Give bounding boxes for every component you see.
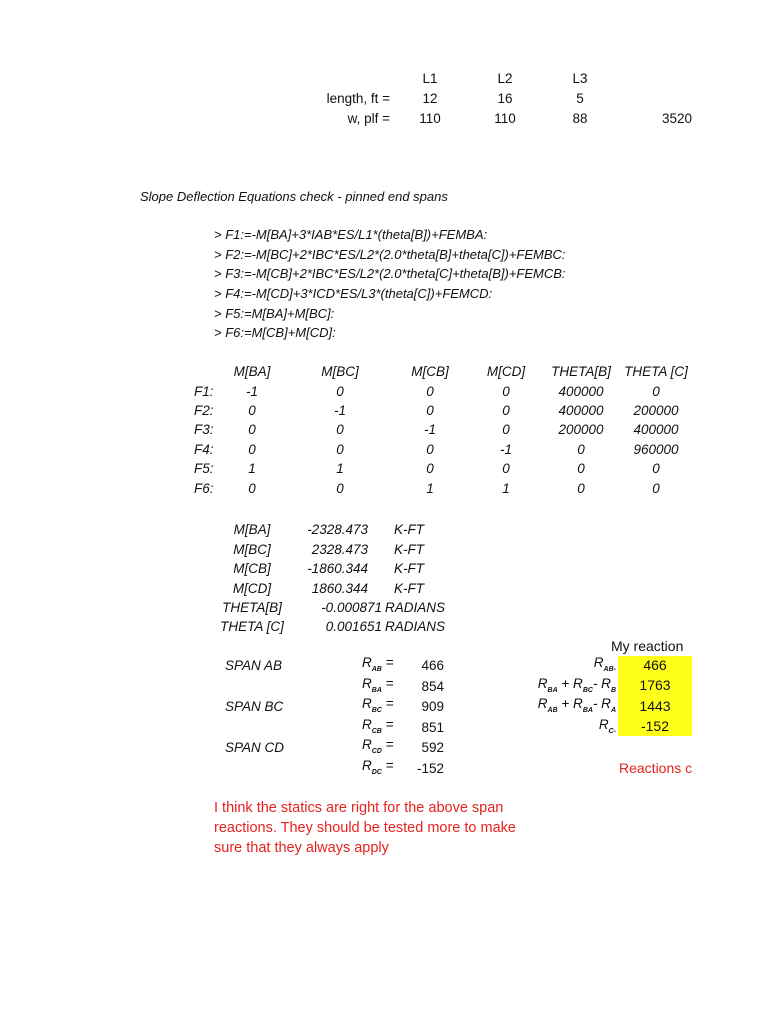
matrix-cell: 1 [336, 461, 344, 476]
result-unit: RADIANS [385, 619, 446, 634]
matrix-row-label: F5: [194, 461, 214, 476]
reaction-expression: $R_{AB} + R_{BA}-$ $R_A$ [537, 696, 616, 714]
matrix-cell: 0 [577, 461, 585, 476]
length-l3: 5 [576, 91, 584, 106]
result-name: M[BC] [233, 542, 271, 557]
w-l3: 88 [572, 111, 588, 126]
result-name: M[CB] [233, 561, 271, 576]
matrix-cell: -1 [245, 384, 258, 399]
matrix-cell: -1 [423, 422, 436, 437]
matrix-cell: 200000 [633, 403, 679, 418]
matrix-cell: 960000 [633, 442, 679, 457]
matrix-cell: 0 [502, 461, 510, 476]
reactions-footer: Reactions c [619, 760, 693, 776]
reaction-value: 466 [421, 658, 444, 673]
matrix-cell: 0 [248, 481, 256, 496]
matrix-row-label: F3: [194, 422, 214, 437]
note-line: I think the statics are right for the above span [214, 800, 504, 816]
matrix-header: M[BC] [321, 364, 359, 379]
equation-line: > F4:=-M[CD]+3*ICD*ES/L3*(theta[C])+FEMCD: [214, 286, 493, 301]
matrix-cell: -1 [499, 442, 512, 457]
w-extra: 3520 [661, 111, 692, 126]
result-value: -0.000871 [321, 600, 382, 615]
matrix-cell: 400000 [558, 403, 604, 418]
matrix-cell: -1 [333, 403, 346, 418]
matrix-cell: 1 [502, 481, 510, 496]
matrix-cell: 0 [248, 422, 256, 437]
equation-line: > F3:=-M[CB]+2*IBC*ES/L2*(2.0*theta[C]+theta[B])+FEMCB: [214, 266, 566, 281]
matrix-cell: 0 [502, 384, 510, 399]
reaction-value: 851 [421, 720, 444, 735]
matrix-cell: 0 [502, 403, 510, 418]
result-unit: RADIANS [385, 600, 446, 615]
reaction-symbol: $R_{BC}$ = [362, 696, 394, 714]
matrix-row-label: F2: [194, 403, 214, 418]
my-reactions-title: My reaction [611, 638, 684, 654]
span-label: SPAN CD [225, 740, 285, 755]
matrix-cell: 400000 [633, 422, 679, 437]
row-label-w: w, plf = [347, 111, 390, 126]
span-label: SPAN AB [225, 658, 283, 673]
col-header-l1: L1 [422, 71, 438, 86]
result-name: M[CD] [232, 581, 272, 596]
result-value: 1860.344 [311, 581, 368, 596]
matrix-cell: 0 [652, 461, 660, 476]
col-header-l2: L2 [497, 71, 513, 86]
matrix-cell: 0 [336, 384, 344, 399]
matrix-header: THETA[B] [551, 364, 611, 379]
row-label-length: length, ft = [326, 91, 390, 106]
length-l2: 16 [497, 91, 513, 106]
span-label: SPAN BC [225, 699, 284, 714]
matrix-cell: 0 [502, 422, 510, 437]
matrix-header: M[BA] [233, 364, 271, 379]
my-reaction-value: 1763 [639, 677, 671, 693]
my-reaction-value: 1443 [639, 698, 671, 714]
result-unit: K-FT [394, 581, 424, 596]
result-unit: K-FT [394, 522, 424, 537]
reaction-symbol: $R_{CD}$ = [362, 737, 394, 755]
result-value: 2328.473 [311, 542, 368, 557]
reaction-symbol: $R_{AB}$ = [362, 655, 394, 673]
reaction-value: 592 [421, 740, 444, 755]
w-l1: 110 [419, 111, 441, 126]
note-line: reactions. They should be tested more to make [214, 820, 516, 836]
length-l1: 12 [422, 91, 438, 106]
matrix-cell: 0 [426, 403, 434, 418]
result-unit: K-FT [394, 542, 424, 557]
matrix-cell: 0 [248, 403, 256, 418]
reaction-value: -152 [416, 761, 444, 776]
w-l2: 110 [494, 111, 516, 126]
matrix-cell: 0 [577, 442, 585, 457]
matrix-header: THETA [C] [624, 364, 688, 379]
matrix-header: M[CB] [411, 364, 449, 379]
matrix-header: M[CD] [486, 364, 526, 379]
matrix-cell: 0 [336, 481, 344, 496]
my-reaction-value: -152 [640, 718, 670, 734]
matrix-cell: 200000 [558, 422, 604, 437]
reaction-expression: $R_{C-}$ [598, 717, 616, 735]
matrix-cell: 0 [336, 422, 344, 437]
reaction-expression: $R_{BA} + R_{BC}-$ $R_B$ [537, 676, 616, 694]
matrix-row-label: F6: [194, 481, 214, 496]
matrix-cell: 0 [248, 442, 256, 457]
matrix-cell: 0 [426, 461, 434, 476]
equation-line: > F1:=-M[BA]+3*IAB*ES/L1*(theta[B])+FEMBA: [214, 227, 488, 242]
equation-line: > F5:=M[BA]+M[BC]: [214, 306, 335, 321]
matrix-cell: 0 [426, 384, 434, 399]
result-name: M[BA] [233, 522, 271, 537]
matrix-cell: 0 [336, 442, 344, 457]
matrix-row-label: F1: [194, 384, 214, 399]
reaction-value: 854 [421, 679, 444, 694]
result-value: -2328.473 [307, 522, 368, 537]
result-unit: K-FT [394, 561, 424, 576]
reaction-expression: $R_{AB-}$ [593, 655, 616, 673]
matrix-cell: 1 [426, 481, 434, 496]
reaction-symbol: $R_{DC}$ = [362, 758, 394, 776]
reaction-symbol: $R_{CB}$ = [362, 717, 394, 735]
result-value: 0.001651 [325, 619, 382, 634]
equation-line: > F2:=-M[BC]+2*IBC*ES/L2*(2.0*theta[B]+theta[C])+FEMBC: [214, 247, 566, 262]
matrix-cell: 400000 [558, 384, 604, 399]
matrix-cell: 0 [577, 481, 585, 496]
section-title: Slope Deflection Equations check - pinned end spans [140, 189, 448, 204]
result-name: THETA [C] [220, 619, 284, 634]
col-header-l3: L3 [572, 71, 588, 86]
result-value: -1860.344 [307, 561, 368, 576]
matrix-cell: 0 [652, 384, 660, 399]
equation-line: > F6:=M[CB]+M[CD]: [214, 325, 336, 340]
reaction-value: 909 [421, 699, 444, 714]
my-reaction-value: 466 [643, 657, 667, 673]
matrix-cell: 0 [426, 442, 434, 457]
note-line: sure that they always apply [214, 840, 389, 856]
matrix-cell: 1 [248, 461, 256, 476]
reaction-symbol: $R_{BA}$ = [362, 676, 394, 694]
matrix-row-label: F4: [194, 442, 214, 457]
matrix-cell: 0 [652, 481, 660, 496]
result-name: THETA[B] [222, 600, 282, 615]
